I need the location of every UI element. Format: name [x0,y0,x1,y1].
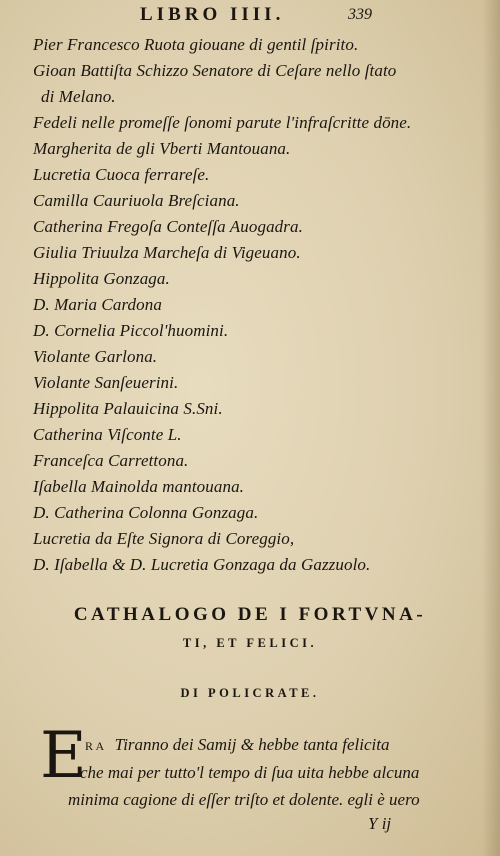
list-item: Catherina Fregoſa Conteſſa Auogadra. [33,217,303,236]
drop-cap: E [40,719,87,793]
list-item: D. Cornelia Piccol'huomini. [33,321,229,340]
list-item: D. Iſabella & D. Lucretia Gonzaga da Gazzuolo. [33,555,371,574]
list-item: Lucretia Cuoca ferrareſe. [33,165,210,184]
list-item: Catherina Viſconte L. [33,425,182,444]
section-title-line-1: CATHALOGO DE I FORTVNA- [73,604,427,625]
list-item: Margherita de gli Vberti Mantouana. [33,139,291,158]
page-header [140,4,470,30]
list-item: Violante Garlona. [33,347,158,366]
list-item: Iſabella Mainolda mantouana. [33,477,245,496]
list-item: Violante Sanſeuerini. [33,373,179,392]
paragraph-line-1-text: Tiranno dei Samij & hebbe tanta felicita [114,735,390,754]
list-item: Hippolita Gonzaga. [33,269,170,288]
list-item: Camilla Cauriuola Breſciana. [33,191,240,210]
lead-caps: RA [85,739,107,753]
signature-mark: Y ij [368,814,392,833]
list-item: Hippolita Palauicina S.Sni. [33,399,223,418]
list-item: Pier Francesco Ruota giouane di gentil ſpirito. [33,35,359,54]
list-item: Franceſca Carrettona. [33,451,189,470]
page-number: 339 [348,6,372,23]
section-title-line-2: TI, ET FELICI. [182,636,318,650]
paragraph-line-3: minima cagione di eſſer triſto et dolente. egli è uero [68,790,420,809]
list-item: Lucretia da Eſte Signora di Coreggio, [33,529,295,548]
list-item: D. Catherina Colonna Gonzaga. [33,503,259,522]
list-item: Gioan Battiſta Schizzo Senatore di Ceſare nello ſtato [33,61,397,80]
list-item: Fedeli nelle promeſſe ſonomi parute l'infraſcritte dōne. [33,113,412,132]
list-item: D. Maria Cardona [33,295,162,314]
page-edge-shadow [482,0,500,856]
running-head: LIBRO IIII. [140,4,285,25]
paragraph-line-2: che mai per tutto'l tempo di ſua uita hebbe alcuna [80,763,420,782]
names-list [33,32,473,578]
list-item: di Melano. [41,87,116,106]
list-item: Giulia Triuulza Marcheſa di Vigeuano. [33,243,301,262]
section-subheading: DI POLICRATE. [180,686,320,700]
paragraph-line-1 [85,732,390,759]
